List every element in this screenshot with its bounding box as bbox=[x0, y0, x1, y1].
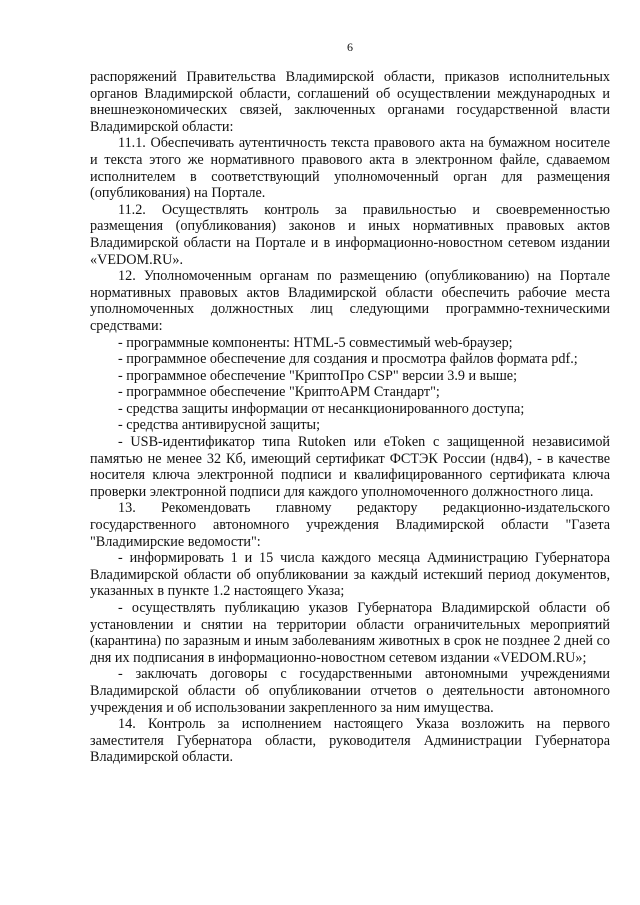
list-item: - программные компоненты: HTML-5 совместимый web-браузер; bbox=[118, 334, 513, 351]
list-item: - информировать 1 и 15 числа каждого месяца Администрацию Губернатора Владимирской области об опубликовании за каждый истекший период документов, указанных в пункте 1.2 настоящего Указа; bbox=[90, 550, 610, 600]
list-item: - USB-идентификатор типа Rutoken или eToken с защищенной независимой памятью не менее 32 Кб, имеющий сертификат ФСТЭК России (ндв4), - в качестве носителя ключа электронной подписи и квалифицированного сертификата ключа проверки электронной подписи для каждого уполномоченного должностного лица. bbox=[90, 434, 610, 500]
list-item: - средства антивирусной защиты; bbox=[118, 417, 321, 434]
paragraph: 14. Контроль за исполнением настоящего Указа возложить на первого заместителя Губернатора области, руководителя Администрации Губернатора Владимирской области. bbox=[90, 716, 610, 766]
document-body bbox=[90, 69, 610, 766]
list-item: - программное обеспечение "КриптоАРМ Стандарт"; bbox=[118, 384, 440, 401]
paragraph: 11.1. Обеспечивать аутентичность текста правового акта на бумажном носителе и текста этого же нормативного правового акта в электронном файле, сдаваемом исполнителем в соответствующий уполномоченный орган для размещения (опубликования) на Портале. bbox=[90, 135, 610, 202]
paragraph: распоряжений Правительства Владимирской области, приказов исполнительных органов Владимирской области, соглашений об осуществлении международных и внешнеэкономических связей, заключенных органами государственной власти Владимирской области: bbox=[90, 69, 610, 135]
paragraph: 13. Рекомендовать главному редактору редакционно-издательского государственного автономного учреждения Владимирской области "Газета "Владимирские ведомости": bbox=[90, 500, 610, 550]
paragraph: 11.2. Осуществлять контроль за правильностью и своевременностью размещения (опубликования) законов и иных нормативных правовых актов Владимирской области на Портале и в информационно-новостном сетевом издании «VEDOM.RU». bbox=[90, 201, 610, 268]
page-number: 6 bbox=[347, 40, 353, 54]
list-item: - заключать договоры с государственными автономными учреждениями Владимирской области об опубликовании отчетов о деятельности автономного учреждения и об использовании закрепленного за ним имущества. bbox=[90, 666, 610, 716]
list-item: - программное обеспечение "КриптоПро CSP" версии 3.9 и выше; bbox=[118, 367, 518, 384]
paragraph: 12. Уполномоченным органам по размещению (опубликованию) на Портале нормативных правовых актов Владимирской области обеспечить рабочие места уполномоченных должностных лиц следующими программно-техническими средствами: bbox=[90, 268, 610, 334]
list-item: - средства защиты информации от несанкционированного доступа; bbox=[118, 400, 525, 417]
list-item: - программное обеспечение для создания и просмотра файлов формата pdf.; bbox=[118, 351, 578, 368]
list-item: - осуществлять публикацию указов Губернатора Владимирской области об установлении и снятии на территории области ограничительных мероприятий (карантина) по заразным и иным заболеваниям животных в срок не позднее 2 дней со дня их подписания в информационно-новостном сетевом издании «VEDOM.RU»; bbox=[90, 600, 610, 666]
